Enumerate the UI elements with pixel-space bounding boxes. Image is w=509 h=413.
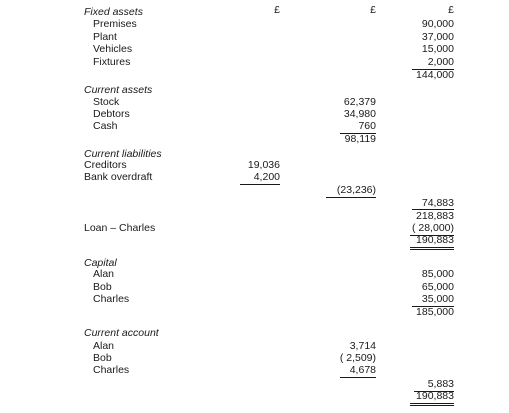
fixed-asset-label: Plant [93, 31, 117, 43]
current-account-amount: 3,714 [349, 340, 376, 352]
capital-label: Alan [93, 268, 115, 280]
fixed-asset-amount: 15,000 [421, 43, 454, 55]
current-asset-amount: 62,379 [343, 96, 376, 108]
current-liabilities-total: (23,236) [326, 184, 376, 198]
current-asset-label: Debtors [93, 108, 130, 120]
current-account-label: Bob [93, 352, 112, 364]
loan-amount: ( 28,000) [411, 222, 454, 234]
col1-currency: £ [274, 4, 280, 16]
col2-currency: £ [370, 4, 376, 16]
current-assets-total: 98,119 [344, 133, 376, 145]
fixed-asset-label: Vehicles [93, 43, 133, 55]
fixed-asset-label: Premises [93, 18, 137, 30]
current-asset-label: Stock [93, 96, 120, 108]
capital-label: Charles [93, 293, 130, 305]
net-current-assets: 74,883 [421, 197, 454, 209]
col3-currency: £ [448, 4, 454, 16]
current-liabilities-heading: Current liabilities [84, 148, 162, 160]
current-asset-label: Cash [93, 120, 118, 132]
current-account-label: Charles [93, 364, 130, 376]
loan-label: Loan – Charles [84, 222, 156, 234]
fixed-asset-label: Fixtures [93, 56, 131, 68]
fixed-asset-amount: 37,000 [421, 31, 454, 43]
grand-total: 190,883 [410, 390, 454, 406]
capital-total: 185,000 [416, 306, 454, 318]
current-liability-label: Creditors [84, 159, 127, 171]
capital-label: Bob [93, 281, 112, 293]
current-account-amount: 4,678 [340, 364, 376, 378]
current-liability-amount: 4,200 [240, 171, 280, 185]
capital-amount: 35,000 [412, 293, 454, 307]
fixed-assets-total: 144,000 [416, 69, 454, 81]
capital-amount: 65,000 [421, 281, 454, 293]
current-account-heading: Current account [84, 327, 159, 339]
fixed-asset-amount: 2,000 [412, 56, 454, 70]
fixed-assets-heading: Fixed assets [84, 6, 143, 18]
capital-amount: 85,000 [421, 268, 454, 280]
current-liability-label: Bank overdraft [84, 171, 153, 183]
current-account-total: 5,883 [414, 378, 454, 392]
current-asset-amount: 760 [340, 120, 376, 134]
fixed-asset-amount: 90,000 [421, 18, 454, 30]
current-asset-amount: 34,980 [343, 108, 376, 120]
current-account-label: Alan [93, 340, 115, 352]
current-liability-amount: 19,036 [247, 159, 280, 171]
current-assets-heading: Current assets [84, 84, 153, 96]
subtotal: 218,883 [412, 209, 454, 223]
net-assets-total: 190,883 [410, 234, 454, 250]
current-account-amount: ( 2,509) [339, 352, 376, 364]
capital-heading: Capital [84, 257, 117, 269]
